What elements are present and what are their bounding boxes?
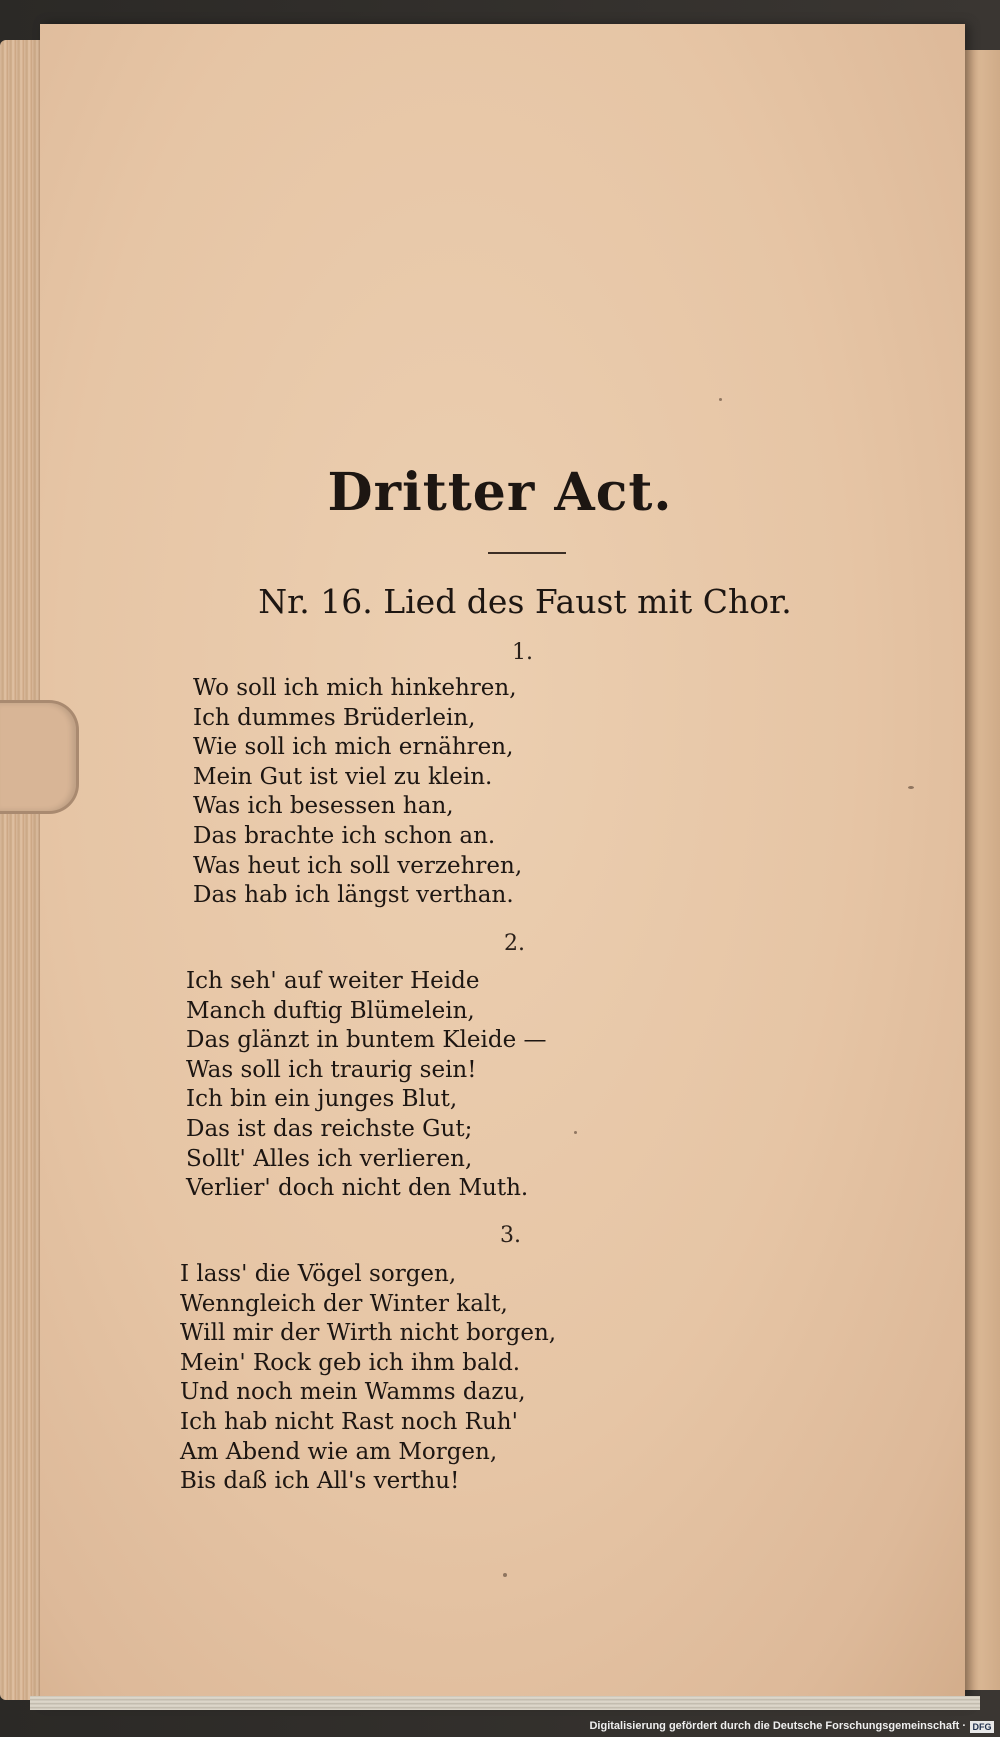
verse-line: Das glänzt in buntem Kleide — xyxy=(186,1027,547,1054)
verse-line: Ich seh' auf weiter Heide xyxy=(186,968,480,994)
dfg-logo: DFG xyxy=(970,1721,994,1733)
verse-line: Wenngleich der Winter kalt, xyxy=(180,1290,508,1317)
verse-line: Wo soll ich mich hinkehren, xyxy=(193,675,517,701)
stanza-3 xyxy=(180,1260,556,1497)
verse-line: Ich bin ein junges Blut, xyxy=(186,1086,458,1113)
stanza-number: 3. xyxy=(500,1223,521,1248)
facing-page-edge xyxy=(965,50,1000,1690)
verse-line: I lass' die Vögel sorgen, xyxy=(180,1261,457,1287)
song-title: Nr. 16. Lied des Faust mit Chor. xyxy=(258,582,792,621)
verse-line: Das brachte ich schon an. xyxy=(193,822,496,849)
verse-line: Und noch mein Wamms dazu, xyxy=(180,1379,526,1406)
stanza-1 xyxy=(193,674,522,911)
paper-speck xyxy=(503,1573,507,1577)
verse-line: Mein Gut ist viel zu klein. xyxy=(193,763,493,790)
page-bottom-edge xyxy=(30,1696,980,1710)
stanza-number: 2. xyxy=(504,931,525,956)
digitization-credit: Digitalisierung gefördert durch die Deutsche Forschungsgemeinschaft · xyxy=(589,1720,966,1732)
verse-line: Wie soll ich mich ernähren, xyxy=(193,734,514,761)
title-divider xyxy=(488,552,566,554)
verse-line: Was heut ich soll verzehren, xyxy=(193,852,523,879)
verse-line: Will mir der Wirth nicht borgen, xyxy=(180,1320,557,1347)
verse-line: Bis daß ich All's verthu! xyxy=(180,1468,460,1495)
verse-line: Sollt' Alles ich verlieren, xyxy=(186,1145,473,1172)
verse-line: Was ich besessen han, xyxy=(193,793,454,820)
page-clip-tab xyxy=(0,700,79,814)
stanza-2 xyxy=(186,967,547,1204)
verse-line: Verlier' doch nicht den Muth. xyxy=(186,1175,529,1202)
act-title: Dritter Act. xyxy=(327,462,673,523)
paper-speck xyxy=(908,786,914,789)
verse-line: Das ist das reichste Gut; xyxy=(186,1115,473,1142)
verse-line: Am Abend wie am Morgen, xyxy=(180,1438,498,1465)
stanza-number: 1. xyxy=(512,640,533,665)
paper-speck xyxy=(719,398,722,401)
verse-line: Ich hab nicht Rast noch Ruh' xyxy=(180,1408,518,1435)
verse-line: Ich dummes Brüderlein, xyxy=(193,704,476,731)
verse-line: Was soll ich traurig sein! xyxy=(186,1056,477,1083)
verse-line: Das hab ich längst verthan. xyxy=(193,882,514,909)
paper-speck xyxy=(574,1131,577,1134)
verse-line: Mein' Rock geb ich ihm bald. xyxy=(180,1349,521,1376)
verse-line: Manch duftig Blümelein, xyxy=(186,997,475,1024)
